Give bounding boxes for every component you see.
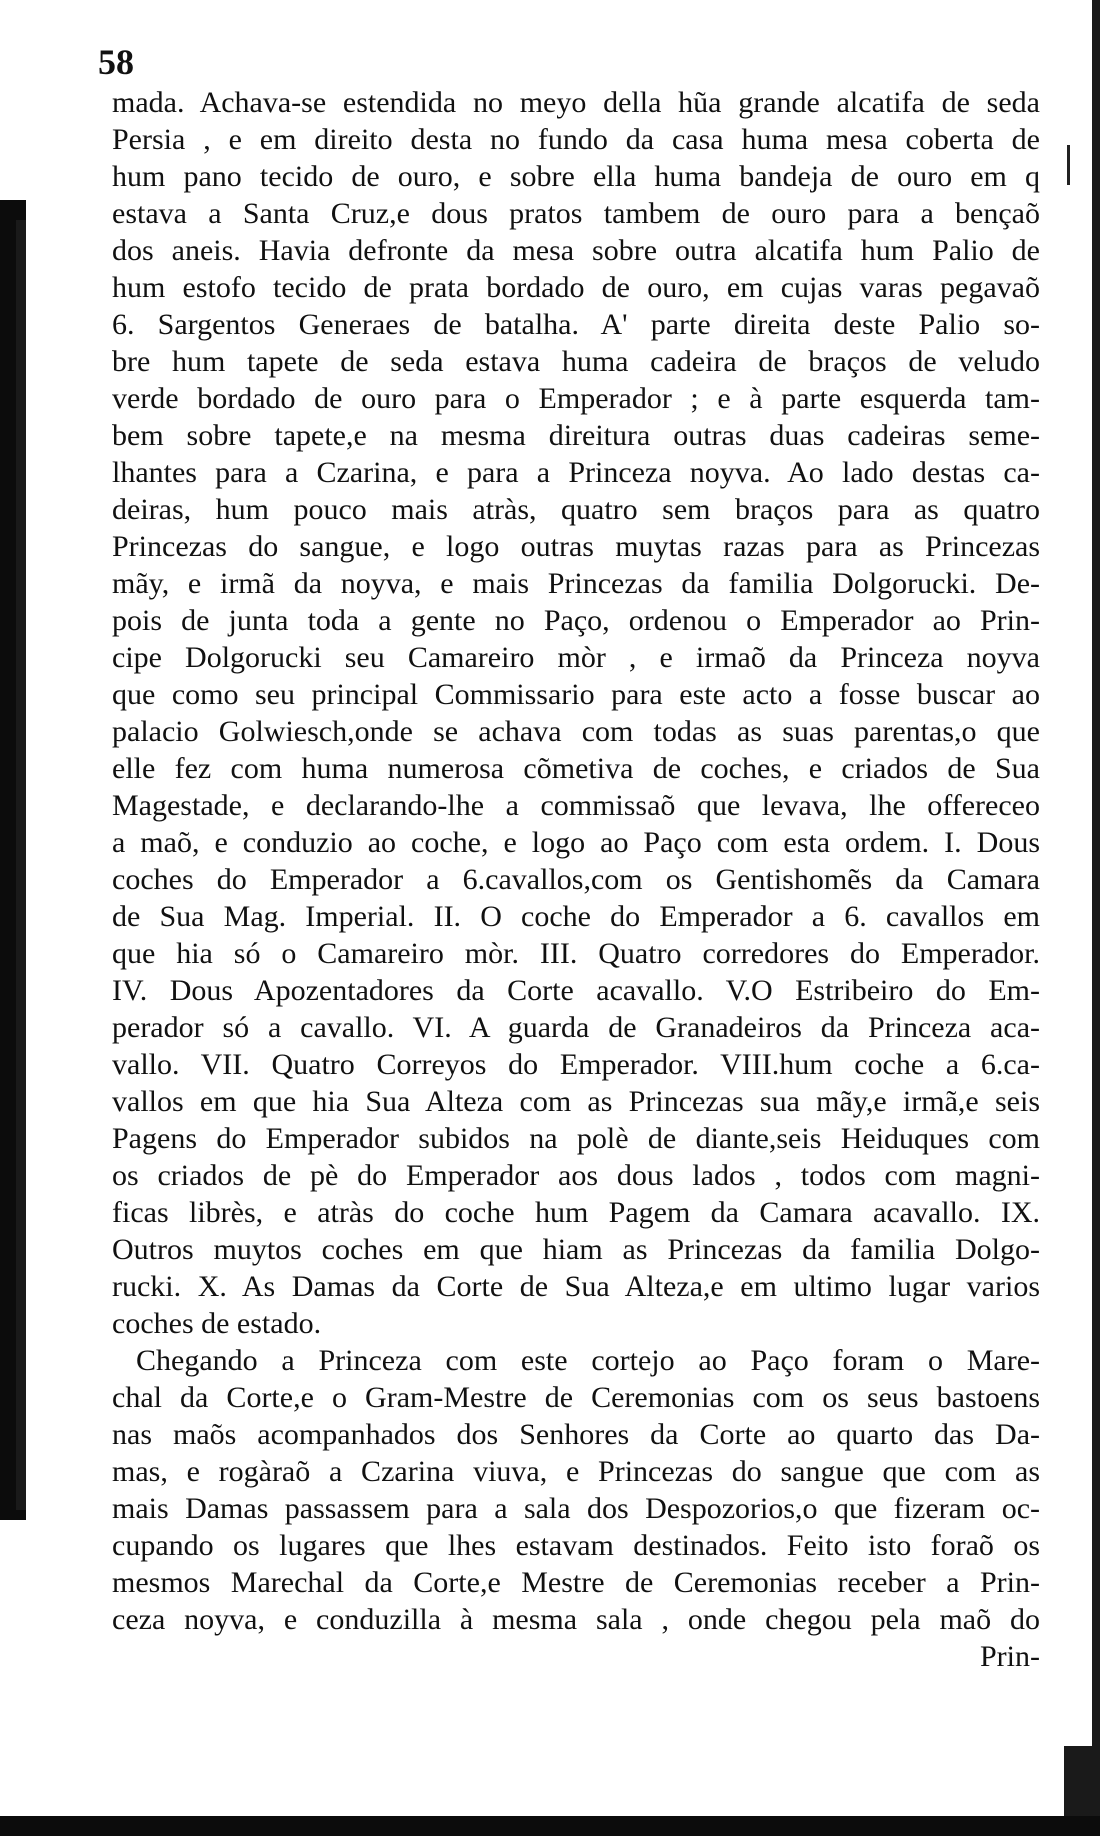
text-line: Pagens do Emperador subidos na polè de diante,seis Heiduques com [112,1122,1040,1155]
catchword: Prin- [980,1640,1040,1673]
text-line: Princezas do sangue, e logo outras muytas razas para as Princezas [112,530,1040,563]
text-line: mas, e rogàraõ a Czarina viuva, e Princezas do sangue que com as [112,1455,1040,1488]
text-line: que como seu principal Commissario para este acto a fosse buscar ao [112,678,1040,711]
page-number: 58 [98,42,134,82]
text-line: que hia só o Camareiro mòr. III. Quatro corredores do Emperador. [112,937,1040,970]
text-line: os criados de pè do Emperador aos dous lados , todos com magni- [112,1159,1040,1192]
text-line: hum estofo tecido de prata bordado de ouro, em cujas varas pegavaõ [112,271,1040,304]
text-line: mãy, e irmã da noyva, e mais Princezas da familia Dolgorucki. De- [112,567,1040,600]
body-text [112,84,1040,1675]
text-line: mesmos Marechal da Corte,e Mestre de Ceremonias receber a Prin- [112,1566,1040,1599]
text-line: lhantes para a Czarina, e para a Princeza noyva. Ao lado destas ca- [112,456,1040,489]
text-line: deiras, hum pouco mais atràs, quatro sem braços para as quatro [112,493,1040,526]
text-line: perador só a cavallo. VI. A guarda de Granadeiros da Princeza aca- [112,1011,1040,1044]
scan-edge-bottom [0,1816,1100,1836]
text-line: de Sua Mag. Imperial. II. O coche do Emperador a 6. cavallos em [112,900,1040,933]
text-line: Outros muytos coches em que hiam as Princezas da familia Dolgo- [112,1233,1040,1266]
scan-edge-right [1092,0,1100,1836]
scan-edge-corner [1064,1746,1092,1816]
text-line: palacio Golwiesch,onde se achava com todas as suas parentas,o que [112,715,1040,748]
text-line: elle fez com huma numerosa cõmetiva de coches, e criados de Sua [112,752,1040,785]
text-line: ceza noyva, e conduzilla à mesma sala , onde chegou pela maõ do [112,1603,1040,1636]
text-line: a maõ, e conduzio ao coche, e logo ao Paço com esta ordem. I. Dous [112,826,1040,859]
text-line: nas maõs acompanhados dos Senhores da Corte ao quarto das Da- [112,1418,1040,1451]
text-line: 6. Sargentos Generaes de batalha. A' parte direita deste Palio so- [112,308,1040,341]
text-line: bre hum tapete de seda estava huma cadeira de braços de veludo [112,345,1040,378]
text-line: IV. Dous Apozentadores da Corte acavallo. V.O Estribeiro do Em- [112,974,1040,1007]
text-line: hum pano tecido de ouro, e sobre ella huma bandeja de ouro em q [112,160,1040,193]
text-line: rucki. X. As Damas da Corte de Sua Alteza,e em ultimo lugar varios [112,1270,1040,1303]
text-line: cipe Dolgorucki seu Camareiro mòr , e irmaõ da Princeza noyva [112,641,1040,674]
scan-edge-left-inner [16,220,26,1510]
text-line: Persia , e em direito desta no fundo da casa huma mesa coberta de [112,123,1040,156]
text-line: verde bordado de ouro para o Emperador ; e à parte esquerda tam- [112,382,1040,415]
text-line: vallos em que hia Sua Alteza com as Princezas sua mãy,e irmã,e seis [112,1085,1040,1118]
text-line: coches do Emperador a 6.cavallos,com os Gentishomẽs da Camara [112,863,1040,896]
text-line: mada. Achava-se estendida no meyo della hũa grande alcatifa de seda [112,86,1040,119]
text-line: mais Damas passassem para a sala dos Despozorios,o que fizeram oc- [112,1492,1040,1525]
text-line: chal da Corte,e o Gram-Mestre de Ceremonias com os seus bastoens [112,1381,1040,1414]
text-line: dos aneis. Havia defronte da mesa sobre outra alcatifa hum Palio de [112,234,1040,267]
text-line: vallo. VII. Quatro Correyos do Emperador. VIII.hum coche a 6.ca- [112,1048,1040,1081]
text-line: Chegando a Princeza com este cortejo ao Paço foram o Mare- [136,1344,1040,1377]
scan-mark-right [1067,145,1070,185]
text-line: bem sobre tapete,e na mesma direitura outras duas cadeiras seme- [112,419,1040,452]
text-line: pois de junta toda a gente no Paço, ordenou o Emperador ao Prin- [112,604,1040,637]
text-line: cupando os lugares que lhes estavam destinados. Feito isto foraõ os [112,1529,1040,1562]
text-line: coches de estado. [112,1307,322,1340]
text-line: Magestade, e declarando-lhe a commissaõ que levava, lhe offereceo [112,789,1040,822]
text-line: ficas librès, e atràs do coche hum Pagem da Camara acavallo. IX. [112,1196,1040,1229]
text-line: estava a Santa Cruz,e dous pratos tambem de ouro para a bençaõ [112,197,1040,230]
